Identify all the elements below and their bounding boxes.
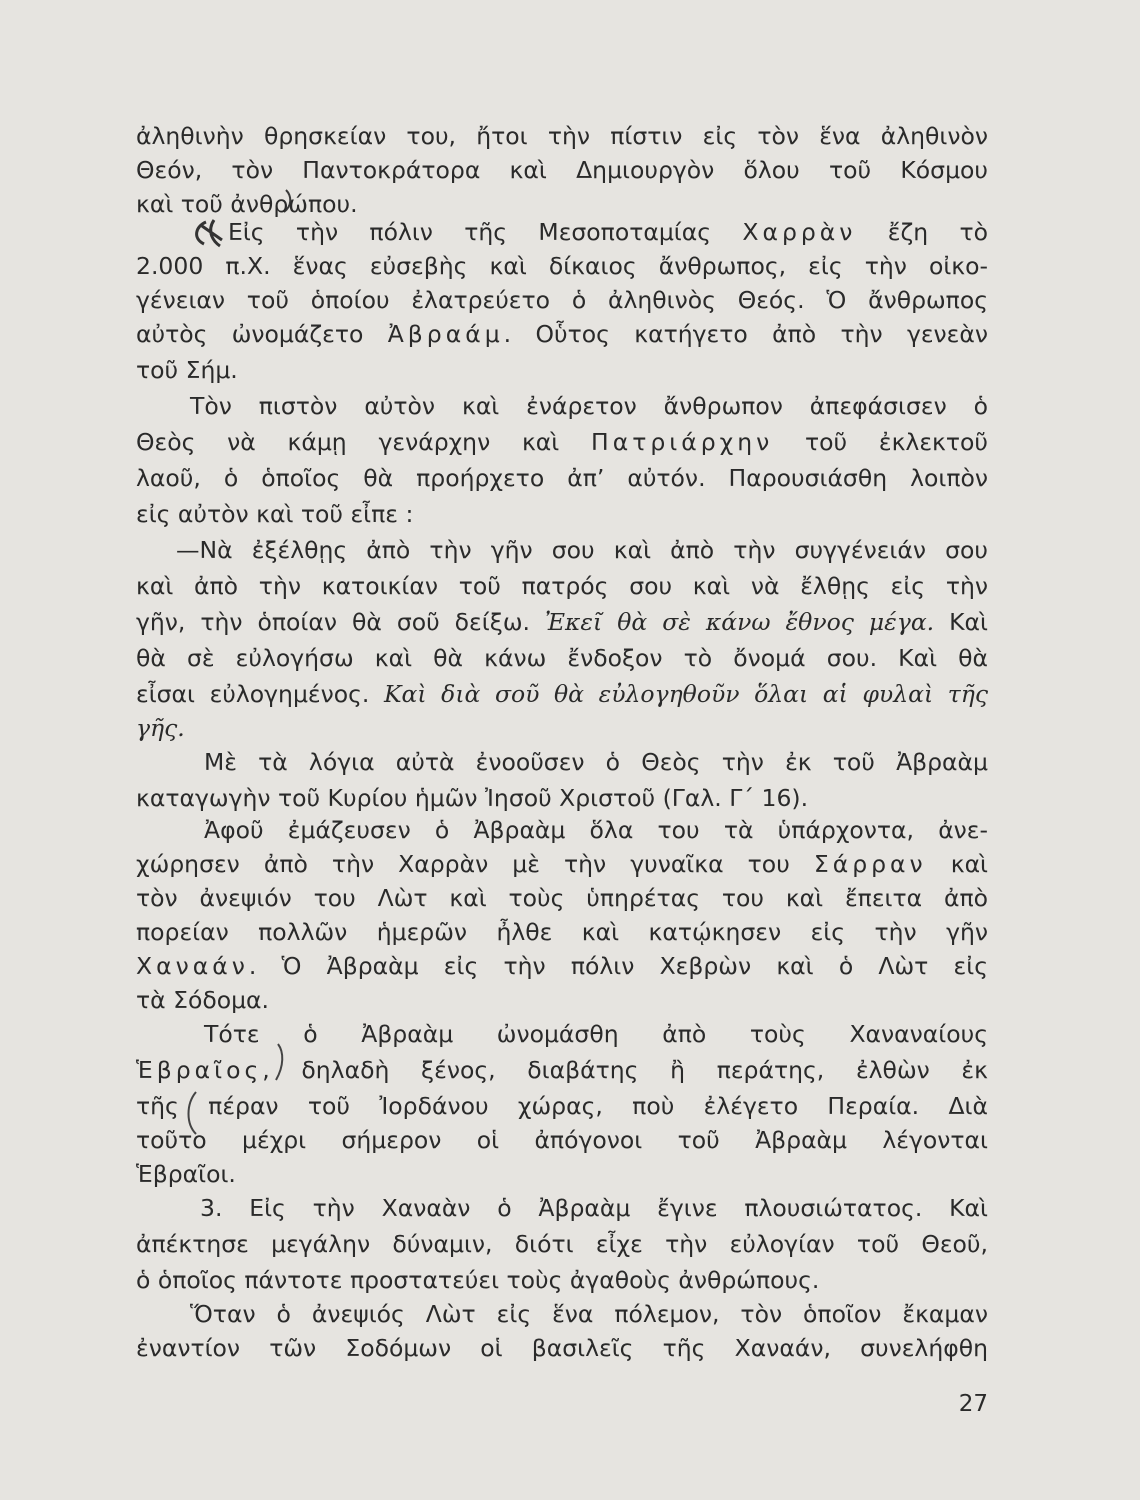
text-line: τοῦ Σήμ. (136, 356, 238, 384)
text-line: χώρησεν ἀπὸ τὴν Χαρρὰν μὲ τὴν γυναῖκα του Σάρραν καὶ (136, 850, 989, 878)
page-number: 27 (958, 1391, 988, 1417)
text-line: Χαναάν. Ὁ Ἀβραὰμ εἰς τὴν πόλιν Χεβρὼν καὶ ὁ Λὼτ εἰς (136, 952, 988, 980)
text-line: ἐναντίον τῶν Σοδόμων οἱ βασιλεῖς τῆς Χαναάν, συνελήφθη (136, 1334, 988, 1362)
text-line: Εἰς τὴν πόλιν τῆς Μεσοποταμίας Χαρρὰν ἔζη τὸ (228, 218, 988, 246)
text-line: γένειαν τοῦ ὁποίου ἐλατρεύετο ὁ ἀληθινὸς Θεός. Ὁ ἄνθρωπος (136, 286, 988, 314)
text-line: λαοῦ, ὁ ὁποῖος θὰ προήρχετο ἀπ’ αὐτόν. Παρουσιάσθη λοιπὸν (136, 464, 988, 492)
text-line: τὰ Σόδομα. (136, 986, 270, 1014)
text-line: πορείαν πολλῶν ἡμερῶν ἦλθε καὶ κατῴκησεν εἰς τὴν γῆν (136, 918, 988, 946)
text-line: Μὲ τὰ λόγια αὐτὰ ἐνοοῦσεν ὁ Θεὸς τὴν ἐκ τοῦ Ἀβραὰμ (204, 748, 988, 776)
text-line: ὁ ὁποῖος πάντοτε προστατεύει τοὺς ἀγαθοὺς ἀνθρώπους. (136, 1266, 820, 1294)
text-line: Τότε ὁ Ἀβραὰμ ὠνομάσθη ἀπὸ τοὺς Χαναναίους (204, 1020, 988, 1048)
text-line: 2.000 π.Χ. ἕνας εὐσεβὴς καὶ δίκαιος ἄνθρωπος, εἰς τὴν οἰκο- (136, 252, 988, 280)
text-line: τοῦτο μέχρι σήμερον οἱ ἀπόγονοι τοῦ Ἀβραὰμ λέγονται (136, 1126, 988, 1154)
text-line: εἶσαι εὐλογημένος. Καὶ διὰ σοῦ θὰ εὐλογηθοῦν ὅλαι αἱ φυλαὶ τῆς (136, 680, 988, 708)
text-line: Τὸν πιστὸν αὐτὸν καὶ ἐνάρετον ἄνθρωπον ἀπεφάσισεν ὁ (190, 392, 988, 420)
text-line: Θεὸς νὰ κάμῃ γενάρχην καὶ Πατριάρχην τοῦ ἐκλεκτοῦ (136, 428, 989, 456)
text-line: ἀπέκτησε μεγάλην δύναμιν, διότι εἶχε τὴν εὐλογίαν τοῦ Θεοῦ, (136, 1230, 988, 1258)
text-line: 3. Εἰς τὴν Χαναὰν ὁ Ἀβραὰμ ἔγινε πλουσιώτατος. Καὶ (200, 1194, 988, 1222)
text-line: τῆς πέραν τοῦ Ἰορδάνου χώρας, ποὺ ἐλέγετο Περαία. Διὰ (136, 1092, 988, 1120)
text-line: γῆς. (136, 714, 185, 742)
text-line: καὶ ἀπὸ τὴν κατοικίαν τοῦ πατρός σου καὶ νὰ ἔλθῃς εἰς τὴν (136, 572, 988, 600)
text-line: καὶ τοῦ ἀνθρώπου. (136, 190, 358, 218)
text-line: Ὅταν ὁ ἀνεψιός Λὼτ εἰς ἕνα πόλεμον, τὸν ὁποῖον ἔκαμαν (190, 1300, 988, 1328)
text-line: αὐτὸς ὠνομάζετο Ἀβραάμ. Οὗτος κατήγετο ἀπὸ τὴν γενεὰν (136, 320, 989, 348)
text-line: ἀληθινὴν θρησκείαν του, ἤτοι τὴν πίστιν εἰς τὸν ἕνα ἀληθινὸν (136, 122, 988, 150)
text-line: καταγωγὴν τοῦ Κυρίου ἡμῶν Ἰησοῦ Χριστοῦ (Γαλ. Γ΄ 16). (136, 784, 809, 812)
text-line: εἰς αὐτὸν καὶ τοῦ εἶπε : (136, 500, 414, 528)
text-line: Ἀφοῦ ἐμάζευσεν ὁ Ἀβραὰμ ὅλα του τὰ ὑπάρχοντα, ἀνε- (204, 816, 988, 844)
text-line: Ἑβραῖος, δηλαδὴ ξένος, διαβάτης ἢ περάτης, ἐλθὼν ἐκ (136, 1056, 988, 1084)
text-line: Θεόν, τὸν Παντοκράτορα καὶ Δημιουργὸν ὅλου τοῦ Κόσμου (136, 156, 988, 184)
text-line: Ἑβραῖοι. (136, 1160, 236, 1188)
text-line: τὸν ἀνεψιόν του Λὼτ καὶ τοὺς ὑπηρέτας του καὶ ἔπειτα ἀπὸ (136, 884, 988, 912)
text-line: θὰ σὲ εὐλογήσω καὶ θὰ κάνω ἔνδοξον τὸ ὄνομά σου. Καὶ θὰ (136, 644, 988, 672)
text-line: γῆν, τὴν ὁποίαν θὰ σοῦ δείξω. Ἐκεῖ θὰ σὲ κάνω ἔθνος μέγα. Καὶ (136, 608, 988, 636)
text-line: —Νὰ ἐξέλθῃς ἀπὸ τὴν γῆν σου καὶ ἀπὸ τὴν συγγένειάν σου (176, 536, 988, 564)
